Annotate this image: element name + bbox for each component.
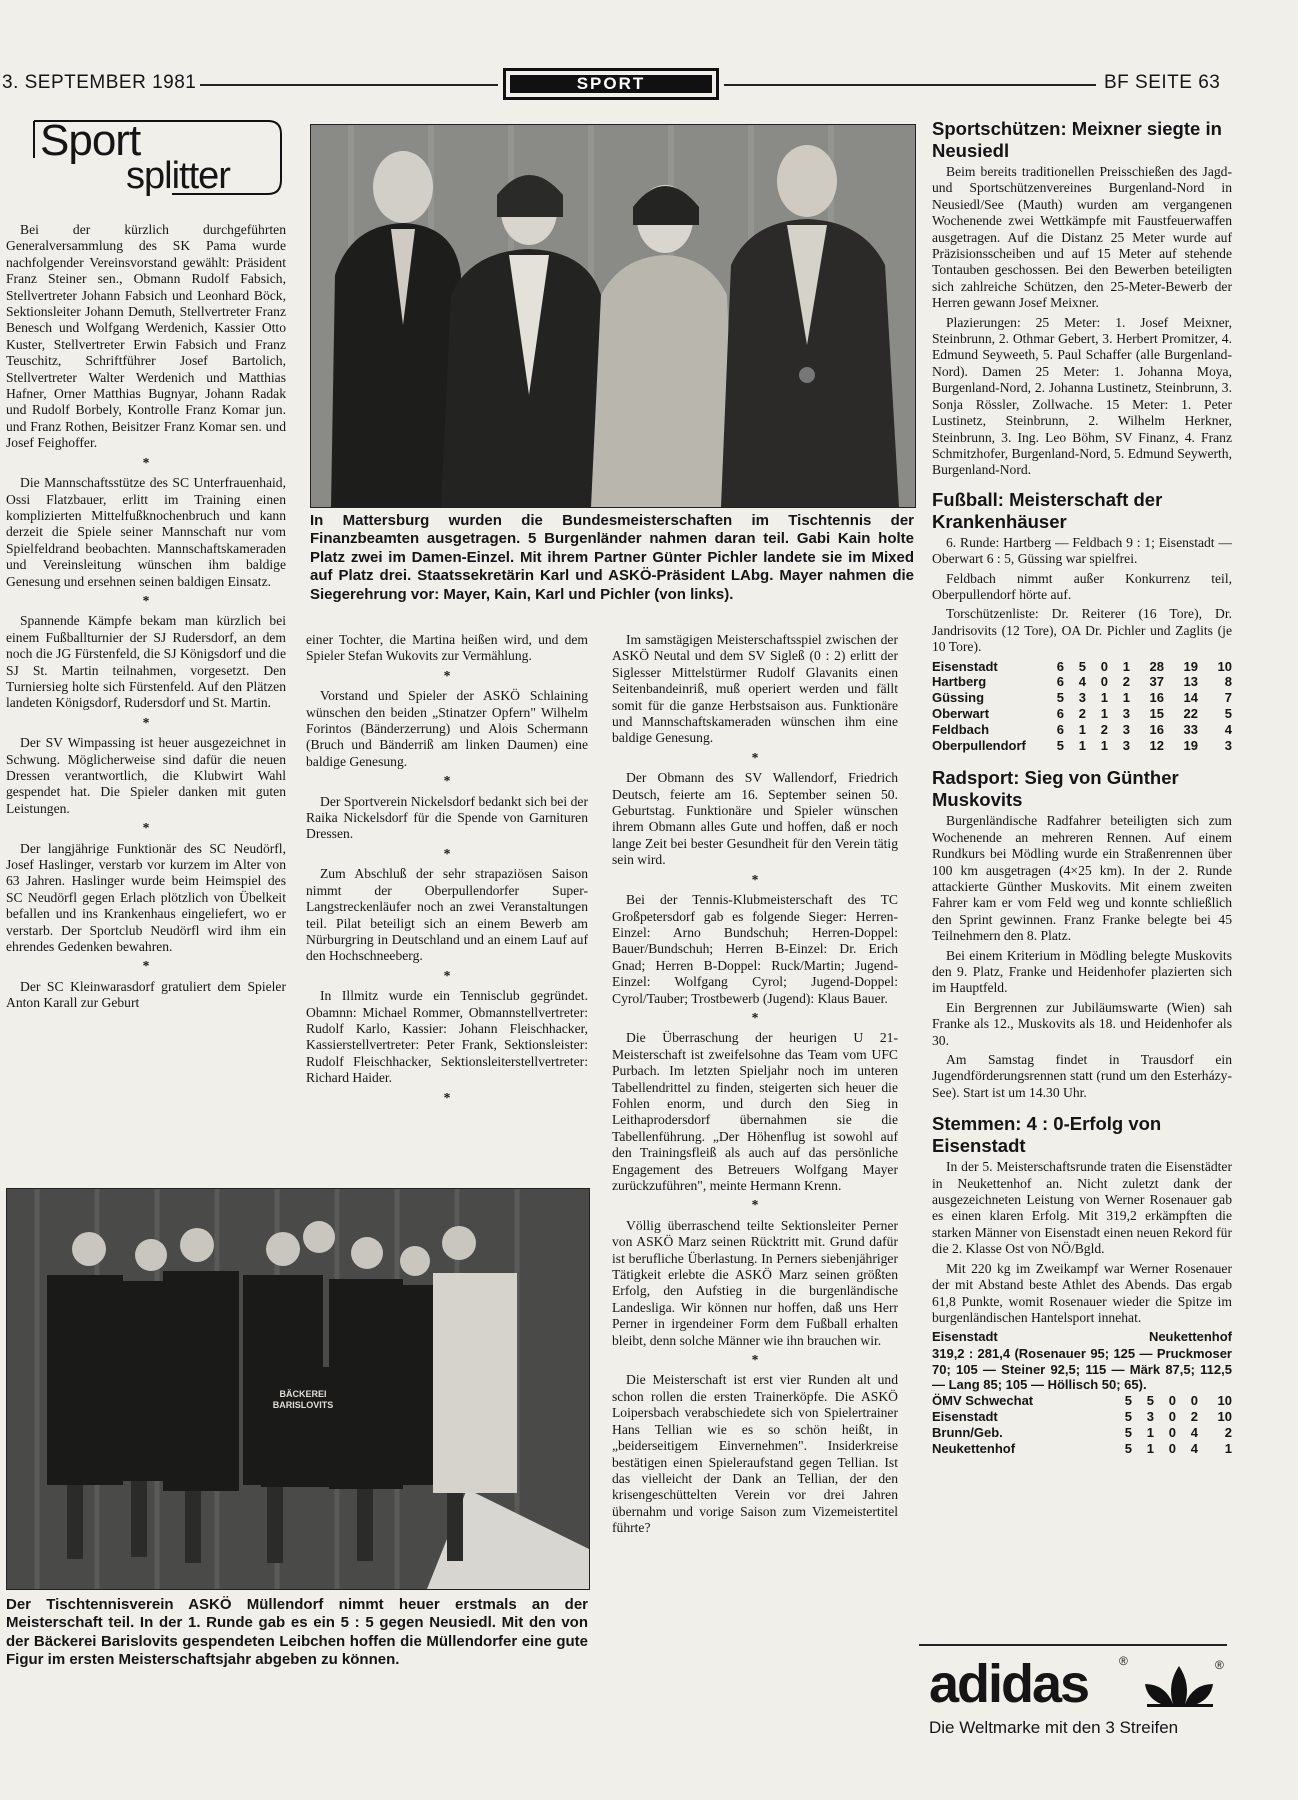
stat-cell: 5: [1124, 1424, 1132, 1440]
splitter-word-sport: Sport: [40, 116, 141, 165]
team-name-cell: Brunn/Geb.: [932, 1424, 1003, 1440]
stat-cell: 2: [1100, 721, 1108, 737]
section-label-text: SPORT: [510, 75, 712, 93]
stat-cell: 0: [1100, 674, 1108, 690]
stat-cell: 1: [1100, 705, 1108, 721]
stat-cell: 5: [1124, 1393, 1132, 1409]
award-ceremony-image: [311, 125, 915, 507]
stat-cell: 1: [1224, 1440, 1232, 1456]
separator-star: *: [751, 1197, 759, 1213]
stat-cell: 1: [1122, 690, 1130, 706]
news-item: Die Meisterschaft ist erst vier Runden alt und schon rollen die ersten Trainerköpfe. Die ASKÖ Loipersbach verabschiedete sich von Spielertrainer Hans Tellian wie es so schön heißt, in „beiderseitigem Einvernehmen". Insiderkreise bestätigen einen Spieleraufstand gegen Tellian. Ist das vielleicht der Dank an Tellian, der den krisengeschüttelten Verein vor drei Jahren übernahm und vorige Saison zum Vizemeistertitel führte?: [612, 1372, 898, 1536]
team-name-cell: Neukettenhof: [932, 1440, 1016, 1456]
team-name-cell: Hartberg: [932, 674, 987, 690]
right-news-column: [932, 118, 1232, 1456]
team-name-cell: Oberwart: [932, 705, 990, 721]
stemmen-score-line: [932, 1329, 1232, 1345]
stat-cell: 1: [1146, 1424, 1154, 1440]
stat-cell: 15: [1149, 705, 1164, 721]
table-row: [932, 1393, 1232, 1409]
team-name-cell: Oberpullendorf: [932, 737, 1026, 753]
stat-cell: 10: [1217, 1408, 1232, 1424]
stat-cell: 12: [1149, 737, 1164, 753]
separator-star: *: [443, 845, 451, 861]
stat-cell: 3: [1224, 737, 1232, 753]
news-item: einer Tochter, die Martina heißen wird, und dem Spieler Stefan Wukovits zur Vermählung.: [306, 632, 588, 664]
stat-cell: 10: [1217, 1393, 1232, 1409]
news-item: Spannende Kämpfe bekam man kürzlich bei einem Fußballturnier der SJ Rudersdorf, an dem noch die JG Fürstenfeld, die SJ Königsdorf und die SJ St. Martin teilnahmen, vorgesetzt. Den Turniersieg holte sich Fürstenfeld. Auf den Plätzen landeten Königsdorf, Rudersdorf und St. Martin.: [6, 613, 286, 711]
stat-cell: 1: [1146, 1440, 1154, 1456]
adidas-wordmark: adidas: [929, 1654, 1089, 1714]
header-rule-right: [724, 84, 1096, 86]
table-row: [932, 706, 1232, 722]
article-paragraph: Mit 220 kg im Zweikampf war Werner Rosenauer der mit Abstand beste Athlet des Abends. Das ergab 61,8 Punkte, womit Rosenauer wieder die Spitze im burgenländischen Hantelsport innehat.: [932, 1260, 1232, 1325]
stat-cell: 1: [1100, 737, 1108, 753]
stat-cell: 7: [1224, 690, 1232, 706]
stat-cell: 16: [1149, 721, 1164, 737]
news-item: Der Sportverein Nickelsdorf bedankt sich bei der Raika Nickelsdorf für die Spende von Garnituren Dressen.: [306, 793, 588, 842]
header-rule-left: [200, 84, 498, 86]
fussball-standings-table: [932, 659, 1232, 754]
article-paragraph: 6. Runde: Hartberg — Feldbach 9 : 1; Eisenstadt — Oberwart 6 : 5, Güssing war spielfrei.: [932, 534, 1232, 567]
team-name-cell: Feldbach: [932, 721, 990, 737]
headline-sportschuetzen: Sportschützen: Meixner siegte in Neusiedl: [932, 118, 1222, 161]
stat-cell: 16: [1149, 690, 1164, 706]
stat-cell: 4: [1078, 674, 1086, 690]
left-news-column: [6, 222, 286, 1015]
separator-star: *: [751, 871, 759, 887]
registered-mark: ®: [1119, 1654, 1128, 1668]
article-paragraph: In der 5. Meisterschaftsrunde traten die Eisenstädter in Neukettenhof an. Nicht zuletzt dank der ausgezeichneten Leistung von Werner Rosenauer gab es einen klaren Erfolg. Mit 319,2 erkämpften die starken Männer von Eisenstadt einen neuen Rekord für die 2. Klasse Ost von NÖ/Bgld.: [932, 1159, 1232, 1257]
news-item: Bei der Tennis-Klubmeisterschaft des TC Großpetersdorf gab es folgende Sieger: Herren-Einzel: Arno Bundschuh; Herren-Doppel: Bauer/Bundschuh; Herren B-Einzel: Dr. Erich Gnad; Herren B-Doppel: Ruck/Martin; Jugend-Einzel: Wolfgang Cyrol; Jugend-Doppel: Cyrol/Tauber; Trostbewerb (Jugend): Klaus Bauer.: [612, 892, 898, 1006]
table-row: [932, 674, 1232, 690]
separator-star: *: [142, 958, 150, 974]
separator-star: *: [142, 454, 150, 470]
separator-star: *: [751, 1352, 759, 1368]
news-item: Der SC Kleinwarasdorf gratuliert dem Spieler Anton Karall zur Geburt: [6, 978, 286, 1011]
stat-cell: 6: [1056, 674, 1064, 690]
stat-cell: 22: [1183, 705, 1198, 721]
news-item: Völlig überraschend teilte Sektionsleiter Perner von ASKÖ Marz seinen Rücktritt mit. Grund dafür ist berufliche Überlastung. In Perners siebenjähriger Tätigkeit erlebte die ASKÖ Marz seinen größten Erfolg, den Aufstieg in die burgenländische Landesliga. Wir können nur hoffen, daß uns Herr Perner in irgendeiner Form dem Fußball erhalten bleibt, denn solche Männer wie ihn brauchen wir.: [612, 1217, 898, 1348]
photo-award-ceremony: [310, 124, 916, 508]
table-row: [932, 738, 1232, 754]
stat-cell: 4: [1190, 1440, 1198, 1456]
team-name-cell: Eisenstadt: [932, 658, 998, 674]
stat-cell: 19: [1183, 658, 1198, 674]
stat-cell: 6: [1056, 705, 1064, 721]
table-row: [932, 722, 1232, 738]
separator-star: *: [142, 820, 150, 836]
stat-cell: 10: [1217, 658, 1232, 674]
stat-cell: 3: [1122, 737, 1130, 753]
stat-cell: 4: [1190, 1424, 1198, 1440]
trefoil-icon: [1139, 1662, 1219, 1710]
stemmen-standings-table: [932, 1393, 1232, 1456]
stat-cell: 5: [1078, 658, 1086, 674]
table-row: [932, 1425, 1232, 1441]
table-row: [932, 1409, 1232, 1425]
news-item: Der langjährige Funktionär des SC Neudörfl, Josef Haslinger, verstarb vor kurzem im Alter von 63 Jahren. Haslinger wurde beim Heimspiel des SC Neudörfl gegen Erlach plötzlich von Übelkeit befallen und ins Krankenhaus eingeliefert, wo er verstarb. Der Sportclub Neudörfl wird ihm ein ehrendes Gedenken bewahren.: [6, 840, 286, 955]
stat-cell: 5: [1056, 690, 1064, 706]
stat-cell: 6: [1056, 721, 1064, 737]
stat-cell: 1: [1078, 721, 1086, 737]
news-item: Bei der kürzlich durchgeführten Generalversammlung des SK Pama wurde nachfolgender Vereinsvorstand gewählt: Präsident Franz Steiner sen., Obmann Rudolf Fabsich, Stellvertreter Johann Fabsich und Leonhard Böck, Sektionsleiter Johann Demuth, Stellvertreter Franz Benesch und Wolfgang Werdenich, Kassier Otto Kuster, Stellvertreter Erwin Fabsich und Franz Teuschitz, Schriftführer Josef Bartolich, Stellvertreter Walter Werdenich und Matthias Hafner, Orner Matthias Bugnyar, Johann Radak und Rudolf Borbely, Kontrolle Franz Komar jun. und Franz Rothen, Beisitzer Franz Komar sen. und Josef Feighoffer.: [6, 222, 286, 451]
photo2-caption: Der Tischtennisverein ASKÖ Müllendorf nimmt heuer erstmals an der Meisterschaft teil. In der 1. Runde gab es ein 5 : 5 gegen Neusiedl. Mit den von der Bäckerei Barislovits gespendeten Leibchen hoffen die Müllendorfer eine gute Figur im ersten Meisterschaftsjahr abgeben zu können.: [6, 1596, 588, 1669]
news-item: In Illmitz wurde ein Tennisclub gegründet. Obamnn: Michael Rommer, Obmannstellvertreter: Rudolf Karlo, Kassier: Johann Fleischhacker, Kassierstellvertreter: Peter Frank, Sektionsleister: Rudolf Fleischhacker, Sektionsleiterstellvertreter: Richard Haider.: [306, 988, 588, 1086]
stat-cell: 1: [1078, 737, 1086, 753]
separator-star: *: [142, 592, 150, 608]
stat-cell: 0: [1168, 1424, 1176, 1440]
news-item: Im samstägigen Meisterschaftsspiel zwischen der ASKÖ Neutal und dem SV Sigleß (0 : 2) erlitt der Siglesser Mittelstürmer Rudolf Glavanits einen Seitenbandeinriß, muß operiert werden und fällt somit für die ganze Herbstsaison aus. Funktionäre und Mannschaftskameraden wünschen ihm eine baldige Genesung.: [612, 632, 898, 746]
team-name-cell: Güssing: [932, 690, 985, 706]
stat-cell: 14: [1183, 690, 1198, 706]
stat-cell: 0: [1168, 1440, 1176, 1456]
stemmen-detail: 319,2 : 281,4 (Rosenauer 95; 125 — Pruckmoser 70; 105 — Steiner 92,5; 115 — Märk 87,5; 112,5 — Lang 85; 105 — Höllisch 50; 65).: [932, 1345, 1232, 1393]
stat-cell: 1: [1100, 690, 1108, 706]
news-item: Der SV Wimpassing ist heuer ausgezeichnet in Schwung. Möglicherweise sind dafür die neuen Dressen verantwortlich, die Klubwirt Wahl gespendet hat. Die Spieler danken mit guten Leistungen.: [6, 735, 286, 816]
stat-cell: 3: [1146, 1408, 1154, 1424]
separator-star: *: [142, 714, 150, 730]
headline-radsport: Radsport: Sieg von Günther Muskovits: [932, 767, 1179, 811]
middle-news-column-a: [306, 632, 588, 1110]
stat-cell: 5: [1124, 1408, 1132, 1424]
adidas-slogan: Die Weltmarke mit den 3 Streifen: [929, 1718, 1179, 1737]
stat-cell: 19: [1183, 737, 1198, 753]
article-paragraph: Torschützenliste: Dr. Reiterer (16 Tore), Dr. Jandrisovits (12 Tore), OA Dr. Pichler und Zaglits (je 10 Tore).: [932, 606, 1232, 655]
article-paragraph: Beim bereits traditionellen Preisschießen des Jagd- und Sportschützenvereines Burgenland-Nord in Neusiedl/See (Mauth) wurden am vergangenen Wochenende zwei Wettkämpfe mit Faustfeuerwaffen ausgetragen. Auf die Distanz 25 Meter wurde auf Präzisionsscheiben und auf 15 Meter auf stehende Tontauben geschossen. Bei den Bewerben beteiligten sich zahlreiche Schützen, den 25-Meter-Bewerb der Herren gewann Josef Meixner.: [932, 164, 1232, 311]
issue-date: 3. SEPTEMBER 1981: [2, 72, 197, 93]
separator-star: *: [443, 967, 451, 983]
middle-news-column-b: [612, 632, 898, 1540]
stat-cell: 5: [1056, 737, 1064, 753]
news-item: Vorstand und Spieler der ASKÖ Schlaining wünschen den beiden „Stinatzer Opfern" Wilhelm Forintos (Bänderzerrung) und Alois Schermann (Bruch und Bänderriß am linken Daumen) eine baldige Genesung.: [306, 688, 588, 769]
article-paragraph: Ein Bergrennen zur Jubiläumswarte (Wien) sah Franke als 12., Muskovits als 18. und Heidenhofer als 30.: [932, 999, 1232, 1048]
separator-star: *: [443, 667, 451, 683]
stat-cell: 2: [1078, 705, 1086, 721]
table-row: [932, 1441, 1232, 1457]
headline-fussball: Fußball: Meisterschaft der Krankenhäuser: [932, 488, 1163, 532]
headline-stemmen: Stemmen: 4 : 0-Erfolg von Eisenstadt: [932, 1113, 1162, 1157]
stat-cell: 28: [1149, 658, 1164, 674]
stemmen-team-right: Neukettenhof: [1148, 1329, 1232, 1345]
stat-cell: 3: [1122, 721, 1130, 737]
section-label: [503, 68, 719, 100]
separator-star: *: [443, 773, 451, 789]
stat-cell: 0: [1168, 1393, 1176, 1409]
photo1-caption: In Mattersburg wurden die Bundesmeisterschaften im Tischtennis der Finanzbeamten ausgetragen. 5 Burgenländer nahmen daran teil. Gabi Kain holte Platz zwei im Damen-Einzel. Mit ihrem Partner Günter Pichler landete sie im Mixed auf Platz drei. Staatssekretärin Karl und ASKÖ-Präsident LAbg. Mayer nahmen die Siegerehrung vor: Mayer, Kain, Karl und Pichler (von links).: [310, 512, 914, 603]
table-row: [932, 690, 1232, 706]
stat-cell: 5: [1124, 1440, 1132, 1456]
adidas-advertisement: [919, 1644, 1227, 1758]
article-paragraph: Burgenländische Radfahrer beteiligten sich zum Wochenende an mehreren Rennen. Auf einem Rundkurs bei Mödling wurde ein Straßenrennen über 100 km ausgetragen (4×25 km). In der 2. Runde attackierte Günther Muskovits. Mit einem zweiten Fahrer kam er vom Feld weg und konnte schließlich den Sprint gewinnen. Franz Franke belegte bei 45 Teilnehmern den 8. Platz.: [932, 813, 1232, 944]
stat-cell: 33: [1183, 721, 1198, 737]
stat-cell: 0: [1168, 1408, 1176, 1424]
stat-cell: 37: [1149, 674, 1164, 690]
splitter-word-splitter: splitter: [126, 155, 230, 197]
news-item: Die Überraschung der heurigen U 21-Meisterschaft ist zweifelsohne das Team vom UFC Purbach. Im letzten Spieljahr noch im unteren Tabellendrittel zu finden, steigerten sich heuer die Fohlen enorm, und durch den Sieg in Leithaprodersdorf übernahmen sie die Tabellenführung. „Der Höhenflug ist sowohl auf den Trainingsfleiß als auch auf das persönliche Engagement des Betreuers Wolfgang Mayer zurückzuführen", meinte Hermann Krenn.: [612, 1030, 898, 1193]
registered-mark-trefoil: ®: [1215, 1658, 1224, 1672]
stat-cell: 2: [1190, 1408, 1198, 1424]
stat-cell: 5: [1224, 705, 1232, 721]
article-paragraph: Bei einem Kriterium in Mödling belegte Muskovits den 9. Platz, Franke und Heidenhofer plazierten sich im Hauptfeld.: [932, 947, 1232, 996]
team-name-cell: Eisenstadt: [932, 1408, 998, 1424]
team-name-cell: ÖMV Schwechat: [932, 1393, 1034, 1409]
stat-cell: 13: [1183, 674, 1198, 690]
news-item: Der Obmann des SV Wallendorf, Friedrich Deutsch, feierte am 16. September seinen 50. Geburtstag. Funktionäre und Spieler wünschen ihrem Obmann alles Gute und hoffen, daß er noch lange Zeit bei bester Gesundheit für den Verein tätig sein wird.: [612, 770, 898, 868]
stat-cell: 4: [1224, 721, 1232, 737]
article-paragraph: Feldbach nimmt außer Konkurrenz teil, Oberpullendorf hörte auf.: [932, 570, 1232, 602]
stemmen-team-left: Eisenstadt: [932, 1329, 998, 1345]
table-row: [932, 659, 1232, 675]
stat-cell: 3: [1078, 690, 1086, 706]
stat-cell: 8: [1224, 674, 1232, 690]
article-paragraph: Am Samstag findet in Trausdorf ein Jugendförderungsrennen statt (rund um den Esterházy-See). Start ist um 14.30 Uhr.: [932, 1052, 1232, 1100]
stat-cell: 6: [1056, 658, 1064, 674]
jersey-print: BÄCKEREI BARISLOVITS: [272, 1389, 334, 1410]
separator-star: *: [751, 749, 759, 765]
stat-cell: 2: [1122, 674, 1130, 690]
article-paragraph: Plazierungen: 25 Meter: 1. Josef Meixner, Steinbrunn, 2. Othmar Gebert, 3. Herbert Promitzer, 4. Edmund Seyweeth, 5. Paul Schaffer (alle Burgenland-Nord). Damen 25 Meter: 1. Johanna Moya, Burgenland-Nord, 2. Johanna Lustinetz, Steinbrunn, 3. Sonja Rössler, Zollwache. 15 Meter: 1. Peter Lustinetz, Steinbrunn, 2. Wilhelm Herkner, Steinbrunn, 3. Ing. Leo Böhm, SV Finanz, 4. Franz Schmitzhofer, Burgenland-Nord, 5. Edmund Seywerth, Burgenland-Nord.: [932, 314, 1232, 478]
stat-cell: 0: [1190, 1393, 1198, 1409]
stat-cell: 0: [1100, 658, 1108, 674]
stat-cell: 2: [1224, 1424, 1232, 1440]
separator-star: *: [443, 1089, 451, 1105]
photo-table-tennis-team: [6, 1188, 590, 1590]
page-number: BF SEITE 63: [1104, 72, 1221, 93]
stat-cell: 1: [1122, 658, 1130, 674]
news-item: Die Mannschaftsstütze des SC Unterfrauenhaid, Ossi Flatzbauer, erlitt im Training einen komplizierten Mittelfußknochenbruch und kann derzeit die Spiele seiner Mannschaft nur vom Spielfeldrand beobachten. Mannschaftskameraden und Vereinsleitung wünschen ihm baldige Genesung und ersehnen seinen baldigen Einsatz.: [6, 475, 286, 589]
sport-splitter-logo: [22, 118, 286, 202]
stat-cell: 3: [1122, 705, 1130, 721]
stat-cell: 5: [1146, 1393, 1154, 1409]
news-item: Zum Abschluß der sehr strapaziösen Saison nimmt der Oberpullendorfer Super-Langstreckenläufer noch an zwei Veranstaltungen teil. Pilat beteiligt sich an einem Bewerb am Nürburgring in Deutschland und an einem Lauf auf den Hochschneeberg.: [306, 866, 588, 964]
separator-star: *: [751, 1009, 759, 1025]
